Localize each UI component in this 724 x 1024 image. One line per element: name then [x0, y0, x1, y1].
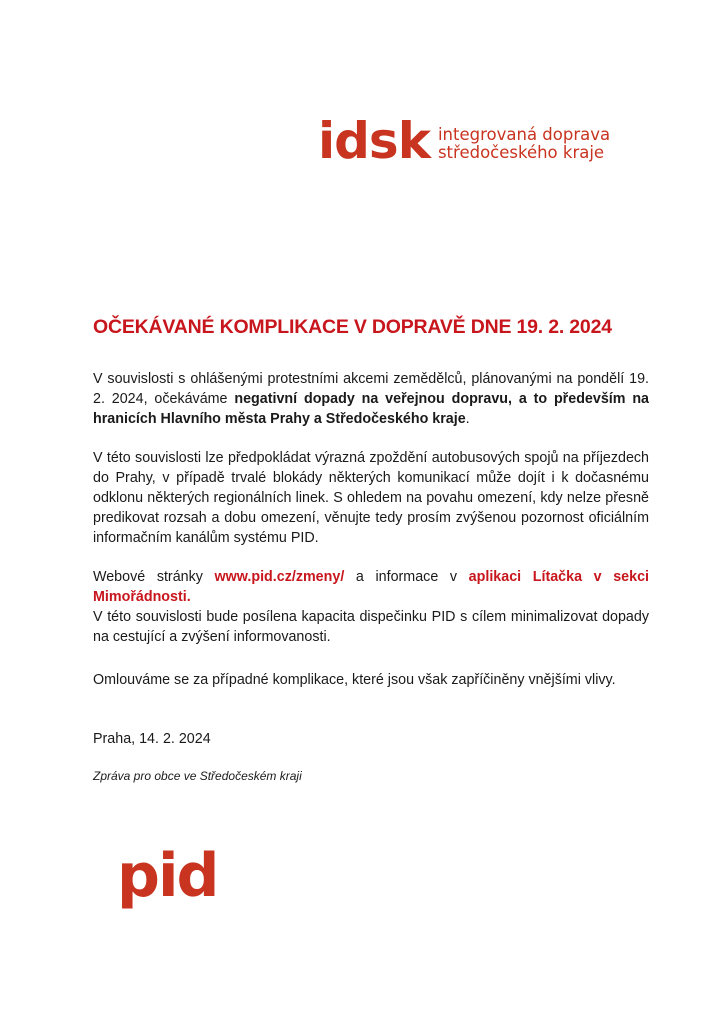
intro-text: V souvislosti s ohlášenými protestními akcemi zemědělců, plánovanými na pondělí 19. 2. 2024, očekáváme — [93, 371, 649, 407]
idsk-tagline-line1: integrovaná doprava — [437, 125, 611, 144]
paragraph-intro — [93, 369, 649, 429]
pid-link[interactable]: www.pid.cz/zmeny/ — [214, 569, 345, 585]
paragraph-apology: Omlouváme se za případné komplikace, které jsou však zapříčiněny vnějšími vlivy. — [93, 672, 616, 688]
document-title: OČEKÁVANÉ KOMPLIKACE V DOPRAVĚ DNE 19. 2. 2024 — [93, 316, 612, 338]
idsk-logo-mark: idsk — [318, 112, 430, 170]
idsk-logo — [318, 112, 610, 170]
idsk-logo-tagline — [438, 120, 610, 162]
litacka-app-text: aplikaci Lítačka v sekci Mimořádnosti. — [93, 569, 650, 605]
info-text: Webové stránky — [93, 569, 215, 585]
intro-end: . — [465, 411, 470, 427]
paragraph-delays: V této souvislosti lze předpokládat výrazná zpoždění autobusových spojů na příjezdech do Prahy, v případě trvalé blokády některých komunikací může dojít i k dočasnému odklonu některých regionálních linek. S ohledem na povahu omezení, kdy nelze přesně predikovat rozsah a dobu omezení, věnujte tedy prosím zvýšenou pozornost oficiálním informačním kanálům systému PID. — [93, 450, 649, 546]
intro-bold-text: negativní dopady na veřejnou dopravu, a to především na hranicích Hlavního města Prahy a Středočeského kraje — [93, 391, 650, 427]
dispatch-text: V této souvislosti bude posílena kapacita dispečinku PID s cílem minimalizovat dopady na cestující a zvýšení informovanosti. — [93, 609, 649, 645]
pid-logo: pid — [117, 841, 218, 911]
idsk-tagline-line2: středočeského kraje — [437, 143, 605, 162]
document-note: Zpráva pro obce ve Středočeském kraji — [93, 769, 302, 783]
info-text-mid: a informace v — [344, 569, 469, 585]
document-date: Praha, 14. 2. 2024 — [93, 731, 211, 747]
paragraph-info — [93, 567, 649, 647]
